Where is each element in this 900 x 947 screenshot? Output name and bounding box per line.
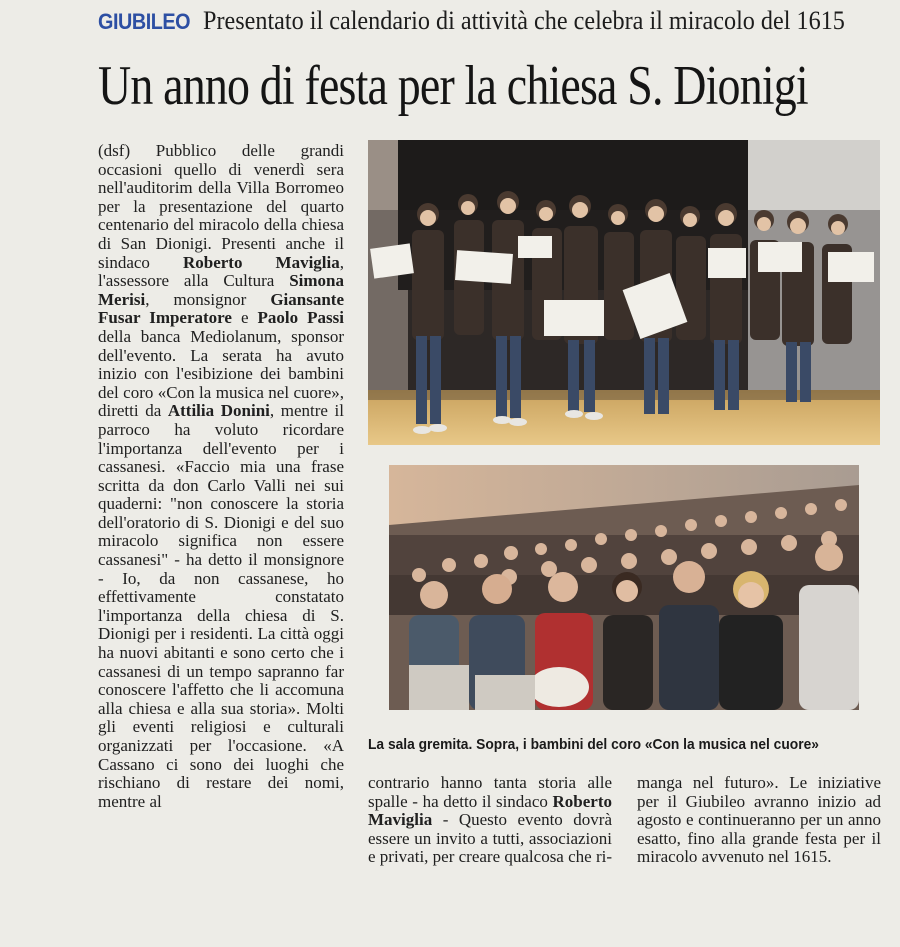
person-name: Roberto Maviglia [368, 791, 612, 830]
person-name: Attilia Donini [167, 401, 270, 421]
article-column-3 [637, 774, 881, 867]
person-name: Giansante Fusar Imperatore [98, 289, 344, 328]
auditorium-audience-photo [389, 465, 859, 710]
section-tag: GIUBILEO [98, 9, 191, 34]
article-paragraph: contrario hanno tanta storia alle spalle - ha detto il sindaco Roberto Maviglia - Questo evento dovrà essere un invito a tutti, associazioni e privati, per creare qualcosa che ri- [368, 773, 612, 867]
kicker-text: Presentato il calendario di attività che celebra il miracolo del 1615 [203, 6, 846, 35]
person-name: Roberto Maviglia [182, 252, 340, 272]
person-name: Simona Merisi [98, 271, 344, 309]
article-paragraph: manga nel futuro». Le iniziative per il Giubileo avranno inizio ad agosto e continueranno per un anno esatto, fino alla grande festa per il miracolo avvenuto nel 1615. [637, 773, 881, 867]
article-column-1 [98, 142, 344, 811]
person-name: Paolo Passi [257, 308, 344, 328]
choir-children-photo [368, 140, 880, 445]
headline: Un anno di festa per la chiesa S. Dionigi [98, 55, 808, 117]
article-column-2 [368, 774, 612, 867]
article-paragraph: (dsf) Pubblico delle grandi occasioni quello di venerdì sera nell'auditorim della Villa Borromeo per la presentazione del quarto centenario del miracolo della chiesa di San Dionigi. Presenti anche il sindaco Roberto Maviglia, l'assessore alla Cultura Simona Merisi, monsignor Giansante Fusar Imperatore e Paolo Passi della banca Mediolanum, sponsor dell'evento. La serata ha avuto inizio con l'esibizione dei bambini del coro «Con la musica nel cuore», diretti da Attilia Donini, mentre il parroco ha voluto ricordare l'importanza dell'evento per i cassanesi. «Faccio mia una frase scritta da don Carlo Valli nei sui quaderni: "non conoscere la storia dell'oratorio di S. Dionigi e del suo miracolo significa non essere cassanesi" - ha detto il monsignore - Io, da non cassanese, ho effettivamente constatato l'importanza della chiesa di S. Dionigi per i residenti. La città oggi ha nuovi abitanti e sono certo che i cassanesi di un tempo sapranno far conoscere l'affetto che li accomuna alla chiesa e alla sua storia». Molti gli eventi religiosi e culturali organizzati per l'occasione. «A Cassano ci sono dei luoghi che rischiano di restare dei nomi, mentre al [98, 141, 344, 811]
photo-caption: La sala gremita. Sopra, i bambini del coro «Con la musica nel cuore» [368, 736, 819, 753]
kicker [98, 6, 894, 36]
